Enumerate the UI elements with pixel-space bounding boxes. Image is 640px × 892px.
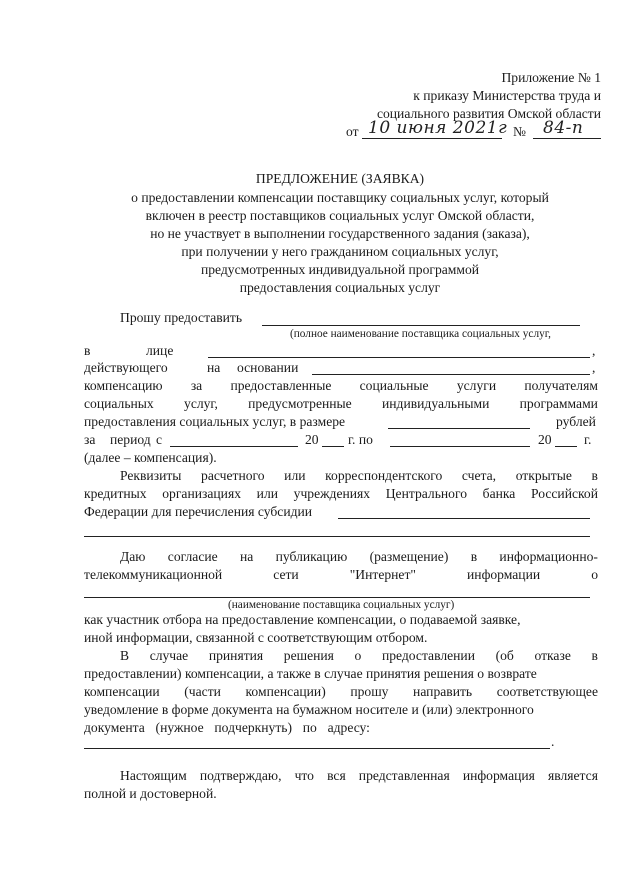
basis-word: основании — [237, 360, 299, 375]
amount-label: предоставления социальных услуг, в размере — [84, 414, 346, 429]
consent-line: Даю согласие на публикацию (размещение) в информационно- — [120, 549, 598, 564]
order-reference: к приказу Министерства труда и — [413, 88, 601, 103]
return-line: компенсации (части компенсации) прошу направить соответствующее — [84, 684, 598, 699]
notice-line: уведомление в форме документа на бумажном носителе и (или) электронного — [84, 702, 534, 717]
period-from: с — [156, 432, 163, 447]
handwritten-date: 10 июня 2021г — [368, 118, 508, 138]
acting-word: действующего — [84, 360, 168, 375]
period-word: период — [110, 432, 151, 447]
year-prefix-start: 20 — [305, 432, 319, 447]
comma-2: , — [592, 360, 596, 375]
participant-line-1: как участник отбора на предоставление компенсации, о подаваемой заявке, — [84, 612, 521, 627]
request-label: Прошу предоставить — [120, 310, 243, 325]
comma-1: , — [592, 343, 596, 358]
requisites-field-2[interactable] — [84, 536, 590, 537]
supplier-name-hint-2: (наименование поставщика социальных услуг) — [228, 599, 455, 611]
supplier-name-field[interactable] — [262, 325, 580, 326]
supplier-name-field-2[interactable] — [84, 597, 590, 598]
period-end-field[interactable] — [390, 446, 530, 447]
federation-label: Федерации для перечисления субсидии — [84, 504, 313, 519]
document-title: ПРЕДЛОЖЕНИЕ (ЗАЯВКА) — [255, 171, 425, 186]
confirm-line-2: полной и достоверной. — [84, 786, 217, 801]
subtitle-line-1: о предоставлении компенсации поставщику социальных услуг, который — [131, 190, 549, 205]
case-line-2: предоставлении) компенсации, а также в случае принятия решения о возврате — [84, 666, 537, 681]
address-dot: . — [551, 734, 555, 749]
subtitle-line-4: при получении у него гражданином социальных услуг, — [181, 244, 499, 259]
year-suffix: г. — [584, 432, 592, 447]
document-line: документа (нужное подчеркнуть) по адресу: — [84, 720, 370, 735]
participant-line-2: иной информации, связанной с соответствующим отбором. — [84, 630, 428, 645]
amount-field[interactable] — [388, 428, 530, 429]
representative-field[interactable] — [208, 357, 590, 358]
person-word: лице — [146, 343, 174, 358]
rubles-label: рублей — [556, 414, 596, 429]
address-field[interactable] — [84, 748, 550, 749]
year-prefix-end: 20 — [538, 432, 552, 447]
subtitle-line-3: но не участвует в выполнении государственного задания (заказа), — [150, 226, 530, 241]
case-line: В случае принятия решения о предоставлении (об отказе в — [120, 648, 598, 663]
services-line: социальных услуг, предусмотренные индивидуальными программами — [84, 396, 598, 411]
year-start-field[interactable] — [322, 446, 344, 447]
period-for: за — [84, 432, 96, 447]
number-sign: № — [513, 124, 526, 139]
compensation-line: компенсацию за предоставленные социальные услуги получателям — [84, 378, 598, 393]
supplier-name-hint: (полное наименование поставщика социальных услуг, — [290, 328, 551, 340]
date-prefix: от — [346, 124, 359, 139]
year-end-field[interactable] — [555, 446, 577, 447]
number-underline — [533, 138, 601, 139]
period-start-field[interactable] — [170, 446, 298, 447]
basis-field[interactable] — [312, 374, 590, 375]
date-underline — [362, 138, 502, 139]
requisites-field-1[interactable] — [338, 518, 590, 519]
credit-line: кредитных организациях или учреждениях Центрального банка Российской — [84, 486, 598, 501]
confirm-line: Настоящим подтверждаю, что вся представленная информация является — [120, 768, 598, 783]
ministry-name: социального развития Омской области — [376, 106, 601, 121]
in-word: в — [84, 343, 91, 358]
telecom-line: телекоммуникационной сети "Интернет" информации о — [84, 567, 598, 582]
year-to: г. по — [348, 432, 373, 447]
subtitle-line-5: предусмотренных индивидуальной программой — [200, 262, 480, 277]
requisites-line: Реквизиты расчетного или корреспондентского счета, открытые в — [120, 468, 598, 483]
subtitle-line-6: предоставления социальных услуг — [239, 280, 441, 295]
on-word: на — [207, 360, 221, 375]
further-compensation: (далее – компенсация). — [84, 450, 217, 465]
appendix-number: Приложение № 1 — [501, 70, 601, 85]
subtitle-line-2: включен в реестр поставщиков социальных услуг Омской области, — [145, 208, 535, 223]
handwritten-number: 84-п — [543, 118, 584, 138]
